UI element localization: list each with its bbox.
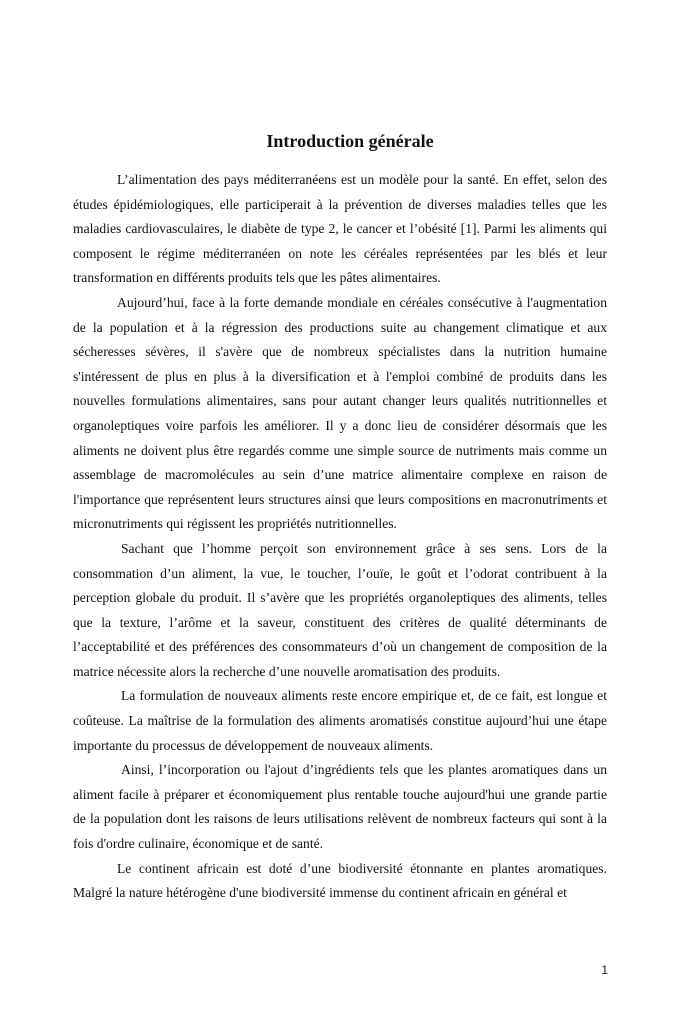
paragraph-5: Ainsi, l’incorporation ou l'ajout d’ingrédients tels que les plantes aromatiques dans un aliment facile à préparer et économiquement plus rentable touche aujourd'hui une grande partie de la population dont les raisons de leurs utilisations relèvent de nombreux facteurs qui sont à la fois d'ordre culinaire, économique et de santé. — [73, 762, 607, 852]
paragraph-3: Sachant que l’homme perçoit son environnement grâce à ses sens. Lors de la consommation d’un aliment, la vue, le toucher, l’ouïe, le goût et l’odorat contribuent à la perception globale du produit. Il s’avère que les propriétés organoleptiques des aliments, telles que la texture, l’arôme et la saveur, constituent des critères de qualité déterminants de l’acceptabilité et des préférences des consommateurs d’où un changement de composition de la matrice nécessite alors la recherche d’une nouvelle aromatisation des produits. — [73, 540, 607, 679]
paragraph-6: Le continent africain est doté d’une biodiversité étonnante en plantes aromatiques. Malgré la nature hétérogène d'une biodiversité immense du continent africain en général et — [73, 860, 607, 901]
page-title: Introduction générale — [266, 131, 434, 152]
paragraph-4: La formulation de nouveaux aliments reste encore empirique et, de ce fait, est longue et coûteuse. La maîtrise de la formulation des aliments aromatisés constitue aujourd’hui une étape importante du processus de développement de nouveaux aliments. — [73, 688, 607, 753]
page-number: 1 — [601, 963, 608, 977]
paragraph-2: Aujourd’hui, face à la forte demande mondiale en céréales consécutive à l'augmentation de la population et à la régression des productions suite au changement climatique et aux sécheresses sévères, il s'avère que de nombreux spécialistes dans la nutrition humaine s'intéressent de plus en plus à la diversification et à l'emploi combiné de produits dans les nouvelles formulations alimentaires, sans pour autant changer leurs qualités nutritionnelles et organoleptiques voire parfois les améliorer. Il y a donc lieu de considérer désormais que les aliments ne doivent plus être regardés comme une simple source de nutriments mais comme un assemblage de macromolécules au sein d’une matrice alimentaire complexe en raison de l'importance que représentent leurs structures ainsi que leurs compositions en macronutriments et micronutriments qui régissent les propriétés nutritionnelles. — [73, 294, 607, 532]
body-text — [73, 168, 607, 906]
paragraph-1: L’alimentation des pays méditerranéens est un modèle pour la santé. En effet, selon des études épidémiologiques, elle participerait à la prévention de diverses maladies telles que les maladies cardiovasculaires, le diabète de type 2, le cancer et l’obésité [1]. Parmi les aliments qui composent le régime méditerranéen on note les céréales représentées par les blés et leur transformation en différents produits tels que les pâtes alimentaires. — [73, 172, 607, 286]
